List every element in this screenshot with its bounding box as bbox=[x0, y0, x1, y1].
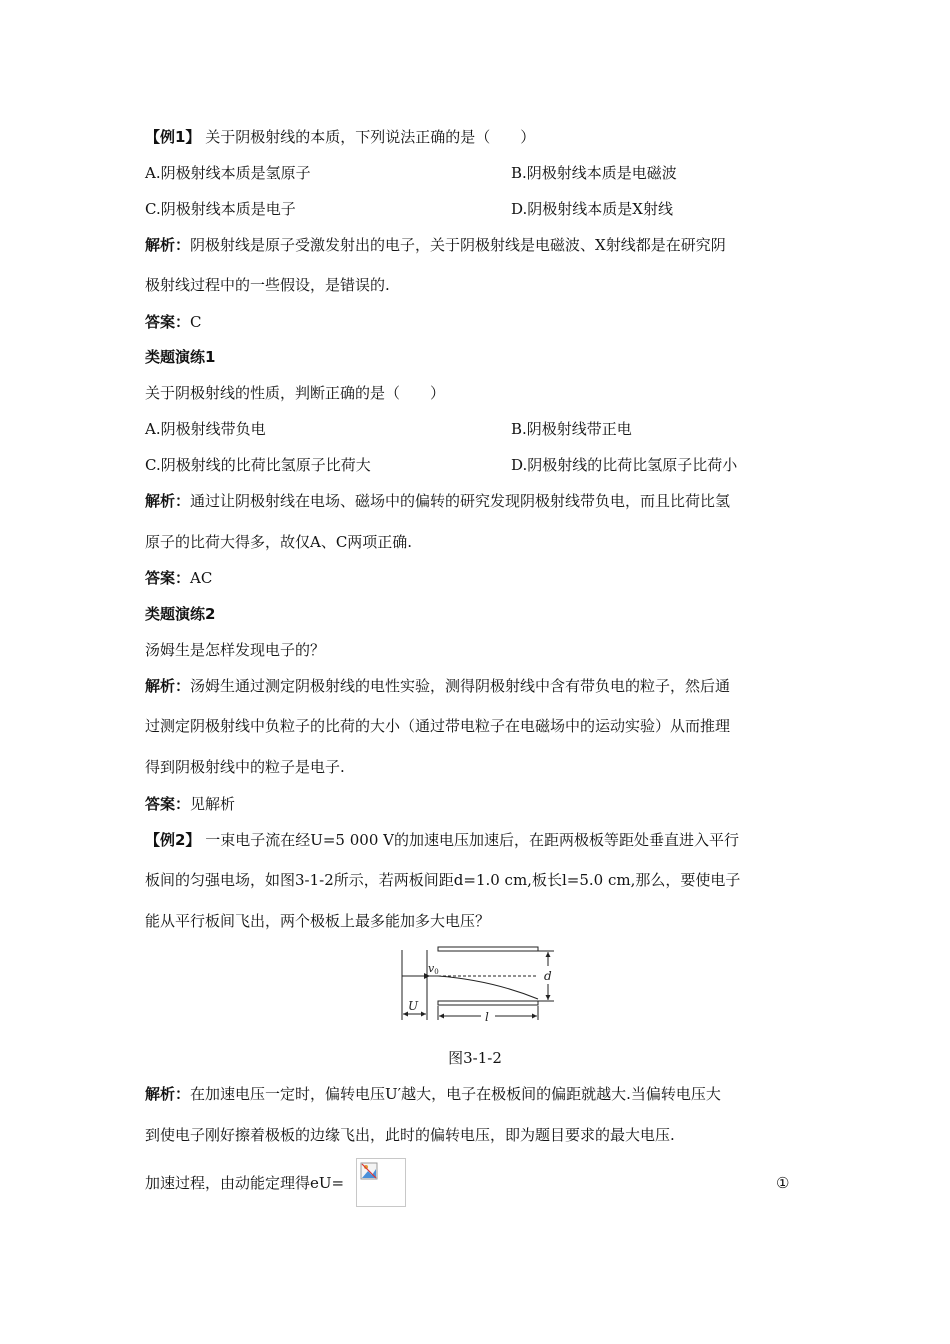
analysis-label: 解析： bbox=[145, 492, 191, 510]
answer-value: 见解析 bbox=[190, 795, 236, 813]
arrow-icon bbox=[546, 952, 551, 957]
example1-option-d: D.阴极射线本质是X射线 bbox=[511, 200, 673, 218]
equation-image bbox=[356, 1158, 406, 1207]
practice2-analysis-cont2: 得到阴极射线中的粒子是电子. bbox=[145, 758, 345, 776]
practice2-title: 类题演练2 bbox=[145, 605, 216, 623]
label-l: l bbox=[485, 1010, 489, 1024]
practice1-title: 类题演练1 bbox=[145, 348, 216, 366]
electron-trajectory bbox=[438, 976, 538, 999]
example2-text: 一束电子流在经U=5 000 V的加速电压加速后，在距两极板等距处垂直进入平行 bbox=[200, 831, 739, 849]
practice1-analysis bbox=[145, 491, 730, 511]
analysis-text: 在加速电压一定时，偏转电压U′越大，电子在极板间的偏距就越大.当偏转电压大 bbox=[190, 1085, 721, 1103]
example1-option-b: B.阴极射线本质是电磁波 bbox=[511, 164, 677, 182]
example2-title: 【例2】 bbox=[145, 831, 201, 849]
bottom-plate bbox=[438, 1001, 538, 1005]
deflection-diagram bbox=[396, 944, 558, 1024]
example2-text-cont2: 能从平行板间飞出，两个极板上最多能加多大电压？ bbox=[145, 912, 491, 930]
practice1-option-c: C.阴极射线的比荷比氢原子比荷大 bbox=[145, 456, 371, 474]
example2-analysis-cont: 到使电子刚好擦着极板的边缘飞出，此时的偏转电压，即为题目要求的最大电压. bbox=[145, 1126, 675, 1144]
arrow-icon bbox=[532, 1014, 537, 1019]
answer-value: C bbox=[190, 313, 202, 331]
practice1-question: 关于阴极射线的性质，判断正确的是（ ） bbox=[145, 384, 446, 402]
example2-analysis bbox=[145, 1084, 721, 1104]
example1-analysis bbox=[145, 235, 726, 255]
label-u: U bbox=[408, 999, 419, 1013]
example1-option-c: C.阴极射线本质是电子 bbox=[145, 200, 296, 218]
example1-analysis-cont: 极射线过程中的一些假设，是错误的. bbox=[145, 276, 390, 294]
answer-label: 答案： bbox=[145, 313, 191, 331]
example2-heading bbox=[145, 830, 739, 850]
example1-option-a: A.阴极射线本质是氢原子 bbox=[145, 164, 311, 182]
answer-label: 答案： bbox=[145, 795, 191, 813]
practice1-option-d: D.阴极射线的比荷比氢原子比荷小 bbox=[511, 456, 738, 474]
equation-marker: ① bbox=[776, 1174, 790, 1192]
practice1-option-b: B.阴极射线带正电 bbox=[511, 420, 632, 438]
figure-caption: 图3-1-2 bbox=[448, 1049, 502, 1067]
answer-label: 答案： bbox=[145, 569, 191, 587]
arrow-icon bbox=[439, 1014, 444, 1019]
example1-question: 关于阴极射线的本质，下列说法正确的是（ ） bbox=[200, 128, 536, 146]
practice2-analysis-cont: 过测定阴极射线中负粒子的比荷的大小（通过带电粒子在电磁场中的运动实验）从而推理 bbox=[145, 717, 731, 735]
example1-title: 【例1】 bbox=[145, 128, 201, 146]
arrow-icon bbox=[421, 1012, 426, 1017]
practice1-option-a: A.阴极射线带负电 bbox=[145, 420, 266, 438]
practice1-analysis-cont: 原子的比荷大得多，故仅A、C两项正确. bbox=[145, 533, 413, 551]
example1-answer bbox=[145, 312, 202, 332]
analysis-label: 解析： bbox=[145, 236, 191, 254]
analysis-label: 解析： bbox=[145, 1085, 191, 1103]
example1-heading bbox=[145, 127, 535, 147]
answer-value: AC bbox=[190, 569, 213, 587]
practice2-question: 汤姆生是怎样发现电子的？ bbox=[145, 641, 326, 659]
analysis-text: 通过让阴极射线在电场、磁场中的偏转的研究发现阴极射线带负电，而且比荷比氢 bbox=[190, 492, 731, 510]
label-v0: v0 bbox=[428, 962, 439, 976]
top-plate bbox=[438, 947, 538, 951]
broken-image-icon bbox=[360, 1162, 378, 1180]
accel-equation-line: 加速过程，由动能定理得eU= bbox=[145, 1174, 345, 1192]
practice1-answer bbox=[145, 568, 212, 588]
practice2-answer bbox=[145, 794, 235, 814]
example2-text-cont: 板间的匀强电场，如图3-1-2所示，若两板间距d=1.0 cm,板长l=5.0 cm,那么，要使电子 bbox=[145, 871, 741, 889]
analysis-text: 汤姆生通过测定阴极射线的电性实验，测得阴极射线中含有带负电的粒子，然后通 bbox=[190, 677, 731, 695]
analysis-label: 解析： bbox=[145, 677, 191, 695]
arrow-icon bbox=[546, 995, 551, 1000]
practice2-analysis bbox=[145, 676, 730, 696]
analysis-text: 阴极射线是原子受激发射出的电子，关于阴极射线是电磁波、X射线都是在研究阴 bbox=[190, 236, 726, 254]
label-d: d bbox=[544, 969, 552, 983]
